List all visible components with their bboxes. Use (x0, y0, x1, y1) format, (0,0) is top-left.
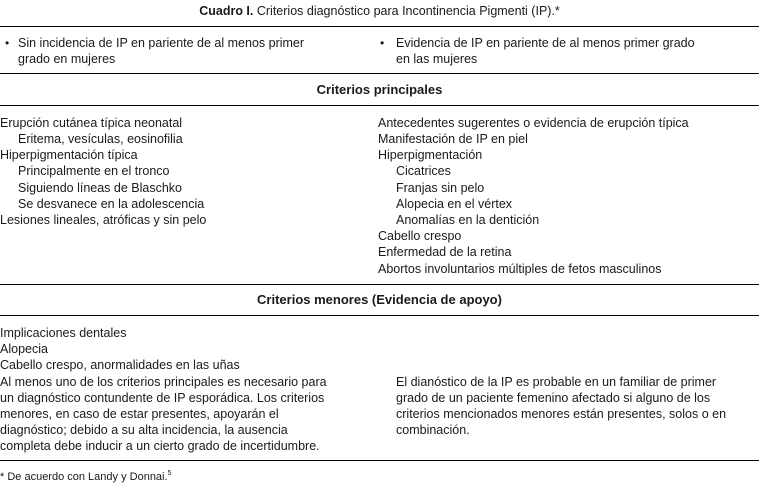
principal-right-item: Alopecia en el vértex (396, 197, 513, 211)
principal-left-item: Lesiones lineales, atróficas y sin pelo (0, 213, 207, 227)
bullet-right: • (380, 36, 385, 50)
principal-left-item: Se desvanece en la adolescencia (18, 197, 205, 211)
principal-right-item: Abortos involuntarios múltiples de fetos masculinos (378, 262, 662, 276)
menor-left-line: Al menos uno de los criterios principales es necesario para (0, 375, 327, 389)
top-left-line-1: Sin incidencia de IP en pariente de al menos primer (18, 36, 305, 50)
menor-left-line: Implicaciones dentales (0, 326, 127, 340)
menor-left-line: Alopecia (0, 342, 48, 356)
top-left-line-2: grado en mujeres (18, 52, 116, 66)
principal-left-item: Principalmente en el tronco (18, 164, 170, 178)
menor-left-line: Cabello crespo, anormalidades en las uñas (0, 358, 240, 372)
principal-left-item: Erupción cutánea típica neonatal (0, 116, 183, 130)
footnote-text: * De acuerdo con Landy y Donnai. (0, 471, 168, 483)
principal-right-item: Cicatrices (396, 164, 451, 178)
rule-after-principales-heading (0, 105, 759, 106)
menor-right-line: criterios mencionados menores están presentes, solos o en (396, 407, 727, 421)
principal-left-item: Siguiendo líneas de Blaschko (18, 181, 183, 195)
menor-left-line: completa debe inducir a un cierto grado de incertidumbre. (0, 439, 320, 453)
menor-left-line: diagnóstico; debido a su alta incidencia, la ausencia (0, 423, 288, 437)
rule-after-menores-heading (0, 315, 759, 316)
principal-right-item: Franjas sin pelo (396, 181, 485, 195)
footnote (0, 469, 171, 485)
principal-left-item: Eritema, vesículas, eosinofilia (18, 132, 183, 146)
principales-heading: Criterios principales (316, 82, 443, 97)
bottom-rule (0, 460, 759, 461)
table-title (0, 3, 759, 19)
bullet-left: • (5, 36, 10, 50)
table-title-text: Criterios diagnóstico para Incontinencia Pigmenti (IP).* (256, 4, 560, 18)
principal-right-item: Enfermedad de la retina (378, 245, 512, 259)
top-right-line-2: en las mujeres (396, 52, 478, 66)
principal-right-item: Hiperpigmentación (378, 148, 483, 162)
principal-left-item: Hiperpigmentación típica (0, 148, 138, 162)
footnote-ref: 5 (167, 470, 172, 477)
table-title-label: Cuadro I. (199, 4, 254, 18)
menor-right-line: grado de un paciente femenino afectado si alguno de los (396, 391, 711, 405)
menor-right-line: combinación. (396, 423, 470, 437)
principal-right-item: Manifestación de IP en piel (378, 132, 528, 146)
rule-before-principales (0, 73, 759, 74)
menor-right-line: El dianóstico de la IP es probable en un familiar de primer (396, 375, 717, 389)
top-rule (0, 26, 759, 27)
menor-left-line: menores, en caso de estar presentes, apoyarán el (0, 407, 279, 421)
top-right-line-1: Evidencia de IP en pariente de al menos primer grado (396, 36, 695, 50)
menores-heading: Criterios menores (Evidencia de apoyo) (257, 292, 502, 307)
principal-right-item: Anomalías en la dentición (396, 213, 540, 227)
menor-left-line: un diagnóstico contundente de IP esporádica. Los criterios (0, 391, 325, 405)
rule-before-menores (0, 284, 759, 285)
principal-right-item: Cabello crespo (378, 229, 462, 243)
principal-right-item: Antecedentes sugerentes o evidencia de erupción típica (378, 116, 689, 130)
